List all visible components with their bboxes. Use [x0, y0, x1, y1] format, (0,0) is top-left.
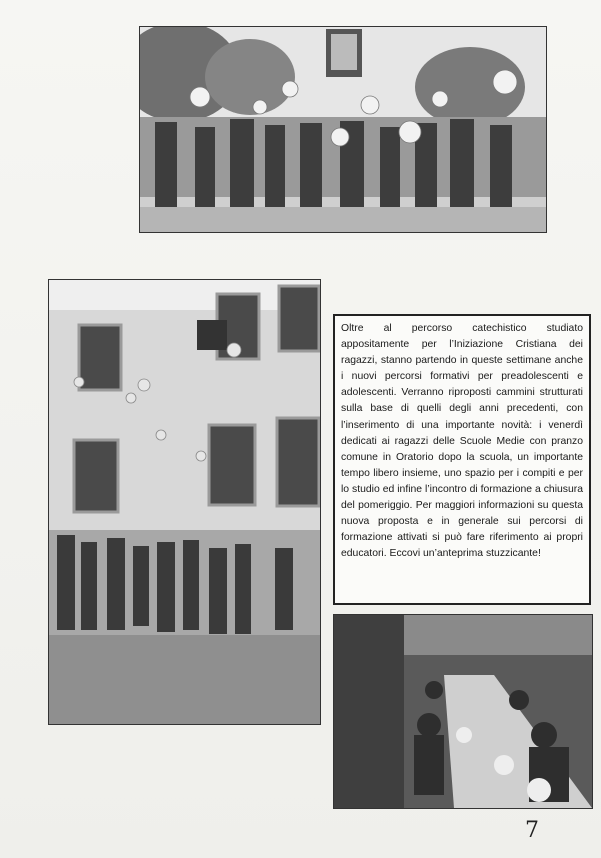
building-balloons-photo-icon	[48, 279, 321, 725]
article-text-box	[333, 314, 591, 605]
group-photo-balloons-icon	[139, 26, 547, 233]
article-paragraph: Oltre al percorso catechistico studiato appositamente per l’Iniziazione Cristiana dei ragazzi, stanno partendo in queste settimane anche i nuovi percorsi formativi per preadolescenti e adolescenti. Verranno riproposti cammini strutturati sulla base di quelli degli anni precedenti, con l’inserimento di una importante novità: i venerdì dedicati ai ragazzi delle Scuole Medie con pranzo comune in Oratorio dopo la scuola, un importante tempo libero insieme, uno spazio per i compiti e per lo studio ed infine l’incontro di formazione a chiusura del pomeriggio. Per maggiori informazioni su questa nuova proposta e in generale sui percorsi di formazione attivati si può fare riferimento ai propri educatori. Eccovi un’anteprima stuzzicante!	[341, 323, 583, 560]
page-number: 7	[525, 818, 539, 843]
lunch-table-photo-icon	[333, 614, 593, 809]
